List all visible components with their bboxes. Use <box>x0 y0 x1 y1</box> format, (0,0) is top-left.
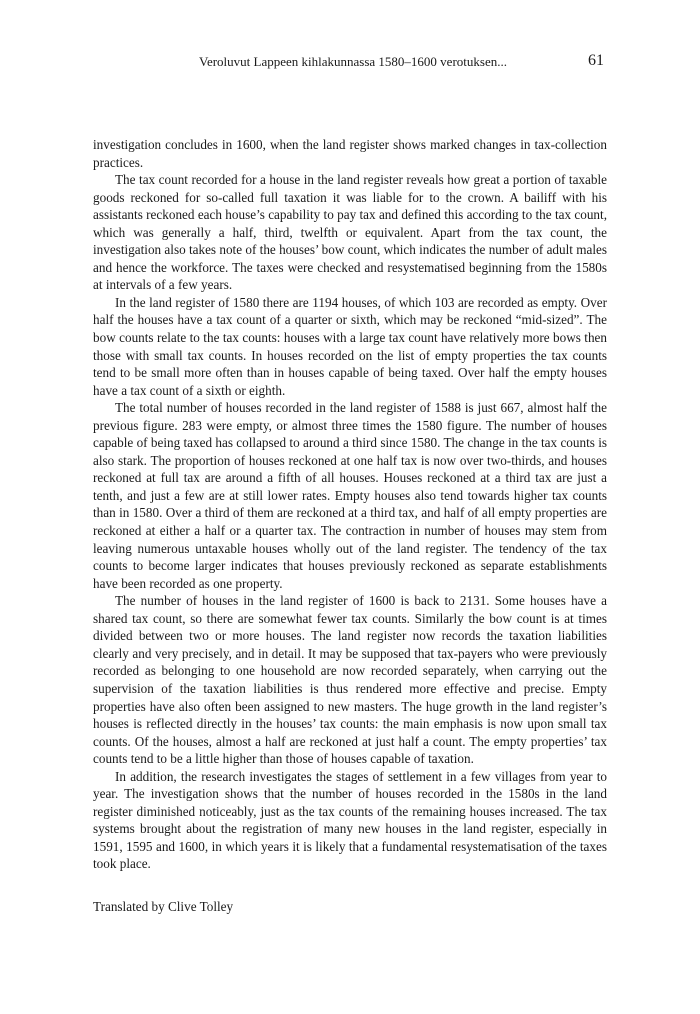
paragraph-continuation: investigation concludes in 1600, when the land register shows marked changes in tax-collection practices. <box>93 137 607 170</box>
paragraph-land-register-1600: The number of houses in the land register of 1600 is back to 2131. Some houses have a shared tax count, so there are somewhat fewer tax counts. Similarly the bow count is at times divided between two or more houses. The land register now records the taxation liabilities clearly and very precisely, and in detail. It may be supposed that tax-payers who were previously recorded as belonging to one household are now recorded separately, when carrying out the supervision of the taxation liabilities is thus rendered more effective and precise. Empty properties have also often been assigned to new masters. The huge growth in the land register’s houses is reflected directly in the houses’ tax counts: the main emphasis is now upon small tax counts. Of the houses, almost a half are reckoned at just half a count. The empty properties’ tax counts tend to be a little higher than those of houses capable of taxation. <box>93 593 607 767</box>
translator-credit: Translated by Clive Tolley <box>93 899 234 914</box>
body-text <box>93 136 607 873</box>
paragraph-settlement-stages: In addition, the research investigates the stages of settlement in a few villages from year to year. The investigation shows that the number of houses recorded in the 1580s in the land register diminished noticeably, just as the tax counts of the remaining houses increased. The tax systems brought about the registration of many new houses in the land register, especially in 1591, 1595 and 1600, in which years it is likely that a fundamental resystematisation of the taxes took place. <box>93 768 607 872</box>
paragraph-land-register-1580: In the land register of 1580 there are 1194 houses, of which 103 are recorded as empty. Over half the houses have a tax count of a quarter or sixth, which may be reckoned “mid-sized”. The bow counts relate to the tax counts: houses with a large tax count have relatively more bows then those with small tax counts. In houses recorded on the list of empty properties the tax counts tend to be small more often than in houses capable of being taxed. Over half the empty houses have a tax count of a sixth or eighth. <box>93 294 607 398</box>
paragraph-land-register-1588: The total number of houses recorded in the land register of 1588 is just 667, almost half the previous figure. 283 were empty, or almost three times the 1580 figure. The number of houses capable of being taxed has collapsed to around a third since 1580. The change in the tax counts is also stark. The proportion of houses reckoned at one half tax is now over two-thirds, and houses reckoned at full tax are around a fifth of all houses. Houses reckoned at a third tax are just a tenth, and just a few are at still lower rates. Empty houses also tend towards higher tax counts than in 1580. Over a third of them are reckoned at a third tax, and half of all empty properties are reckoned at either a half or a quarter tax. The contraction in number of houses may stem from leaving numerous untaxable houses wholly out of the land register. The tendency of the tax counts to become larger indicates that houses previously reckoned as separate establishments have been recorded as one property. <box>93 400 607 591</box>
paragraph-tax-count: The tax count recorded for a house in the land register reveals how great a portion of taxable goods reckoned for so-called full taxation it was liable for to the crown. A bailiff with his assistants reckoned each house’s capability to pay tax and defined this according to the tax count, which was generally a half, third, twelfth or equivalent. Apart from the tax count, the investigation also takes note of the houses’ bow count, which indicates the number of adult males and hence the workforce. The taxes were checked and resystematised beginning from the 1580s at intervals of a few years. <box>93 172 607 293</box>
running-title: Veroluvut Lappeen kihlakunnassa 1580–1600 verotuksen... <box>199 54 507 69</box>
running-header <box>0 54 700 74</box>
page-number: 61 <box>588 52 604 69</box>
